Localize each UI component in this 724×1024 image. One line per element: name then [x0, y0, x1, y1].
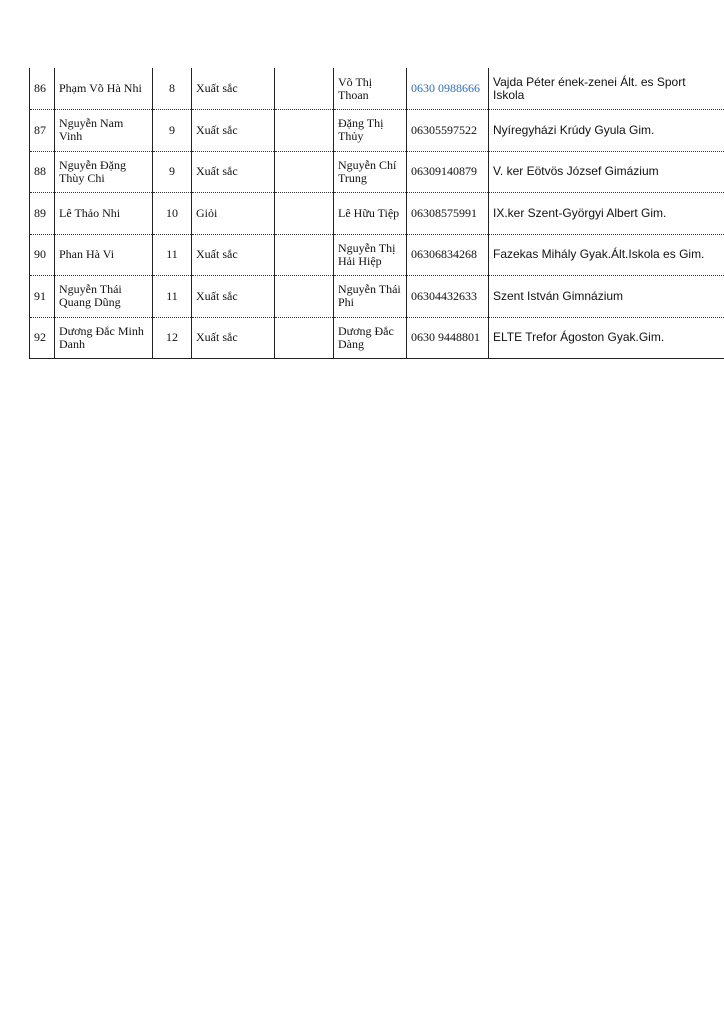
parent-name: Lê Hữu Tiệp	[334, 193, 407, 235]
parent-name: Đặng Thị Thủy	[334, 110, 407, 152]
parent-name: Nguyễn Thị Hải Hiệp	[334, 234, 407, 276]
row-number: 92	[30, 317, 55, 359]
note-cell	[275, 151, 334, 193]
school-name: V. ker Eötvös József Gimázium	[489, 151, 724, 193]
table-row	[30, 234, 724, 276]
row-number: 89	[30, 193, 55, 235]
school-name: Fazekas Mihály Gyak.Ált.Iskola es Gim.	[489, 234, 724, 276]
academic-rank: Xuất sắc	[192, 68, 275, 110]
phone-number: 06304432633	[407, 276, 489, 318]
student-name: Nguyễn Thái Quang Dũng	[55, 276, 153, 318]
school-name: IX.ker Szent-Györgyi Albert Gim.	[489, 193, 724, 235]
note-cell	[275, 234, 334, 276]
note-cell	[275, 193, 334, 235]
academic-rank: Xuất sắc	[192, 317, 275, 359]
row-number: 88	[30, 151, 55, 193]
academic-rank: Xuất sắc	[192, 276, 275, 318]
parent-name: Dương Đắc Dàng	[334, 317, 407, 359]
academic-rank: Xuất sắc	[192, 151, 275, 193]
academic-rank: Giỏi	[192, 193, 275, 235]
phone-number: 0630 9448801	[407, 317, 489, 359]
school-name: Szent István Gimnázium	[489, 276, 724, 318]
student-name: Nguyễn Nam Vinh	[55, 110, 153, 152]
parent-name: Nguyễn Chí Trung	[334, 151, 407, 193]
student-name: Phan Hà Vi	[55, 234, 153, 276]
school-name: ELTE Trefor Ágoston Gyak.Gim.	[489, 317, 724, 359]
student-name: Nguyễn Đặng Thùy Chi	[55, 151, 153, 193]
table-row	[30, 276, 724, 318]
grade-level: 9	[153, 110, 192, 152]
school-name: Nyíregyházi Krúdy Gyula Gim.	[489, 110, 724, 152]
student-roster-table	[29, 68, 724, 359]
note-cell	[275, 110, 334, 152]
grade-level: 10	[153, 193, 192, 235]
grade-level: 8	[153, 68, 192, 110]
parent-name: Võ Thị Thoan	[334, 68, 407, 110]
table-row	[30, 151, 724, 193]
grade-level: 11	[153, 234, 192, 276]
row-number: 91	[30, 276, 55, 318]
row-number: 90	[30, 234, 55, 276]
grade-level: 12	[153, 317, 192, 359]
phone-number: 06308575991	[407, 193, 489, 235]
row-number: 87	[30, 110, 55, 152]
grade-level: 9	[153, 151, 192, 193]
note-cell	[275, 276, 334, 318]
roster-body	[30, 68, 724, 359]
school-name: Vajda Péter ének-zenei Ált. es Sport Iskola	[489, 68, 724, 110]
phone-number: 06305597522	[407, 110, 489, 152]
academic-rank: Xuất sắc	[192, 110, 275, 152]
phone-number: 06306834268	[407, 234, 489, 276]
student-name: Lê Thảo Nhi	[55, 193, 153, 235]
table-row	[30, 110, 724, 152]
table-row	[30, 317, 724, 359]
phone-number[interactable]: 0630 0988666	[407, 68, 489, 110]
grade-level: 11	[153, 276, 192, 318]
student-name: Dương Đắc Minh Danh	[55, 317, 153, 359]
academic-rank: Xuất sắc	[192, 234, 275, 276]
phone-number: 06309140879	[407, 151, 489, 193]
student-name: Phạm Võ Hà Nhi	[55, 68, 153, 110]
row-number: 86	[30, 68, 55, 110]
table-row	[30, 193, 724, 235]
note-cell	[275, 317, 334, 359]
parent-name: Nguyễn Thái Phi	[334, 276, 407, 318]
table-row	[30, 68, 724, 110]
note-cell	[275, 68, 334, 110]
